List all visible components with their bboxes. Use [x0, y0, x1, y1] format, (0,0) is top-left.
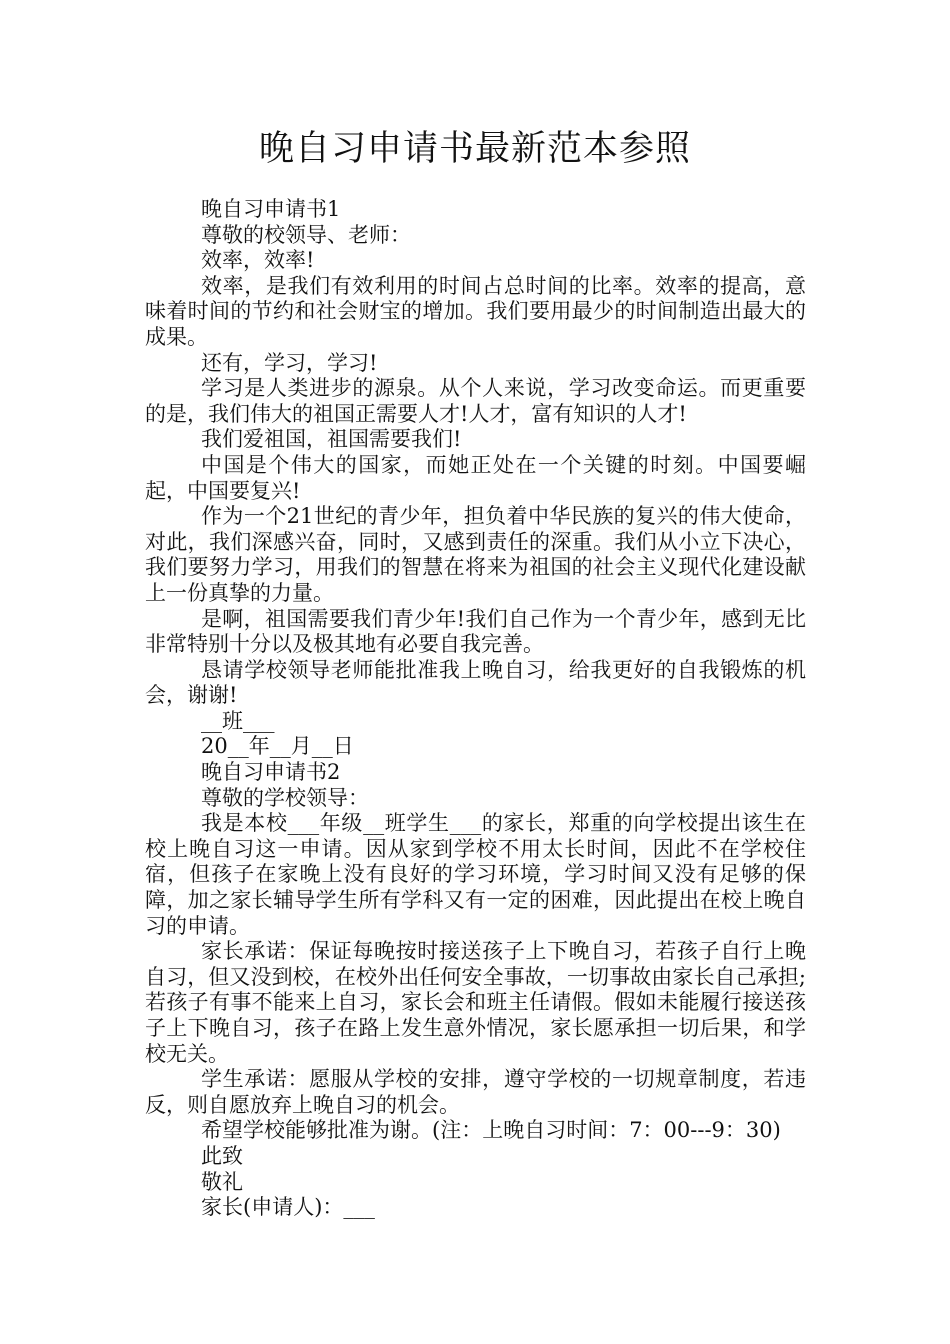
date-line: 20__年__月__日 [201, 734, 354, 759]
paragraph: 学生承诺：愿服从学校的安排，遵守学校的一切规章制度，若违反，则自愿放弃上晚自习的机会。 [145, 1067, 806, 1117]
salutation-1: 尊敬的校领导、老师： [201, 222, 411, 247]
heading-application-1: 晚自习申请书1 [201, 197, 341, 221]
paragraph: 我们爱祖国，祖国需要我们! [201, 427, 462, 452]
closing-line: 此致 [201, 1143, 243, 1168]
paragraph: 效率，是我们有效利用的时间占总时间的比率。效率的提高，意味着时间的节约和社会财宝的增加。我们要用最少的时间制造出最大的成果。 [145, 273, 806, 349]
paragraph: 作为一个21世纪的青少年，担负着中华民族的复兴的伟大使命，对此，我们深感兴奋，同时，又感到责任的深重。我们从小立下决心，我们要努力学习，用我们的智慧在将来为祖国的社会主义现代化建设献上一份真挚的力量。 [145, 504, 806, 605]
paragraph: 学习是人类进步的源泉。从个人来说，学习改变命运。而更重要的是，我们伟大的祖国正需要人才!人才，富有知识的人才! [145, 376, 806, 426]
paragraph: 效率，效率! [201, 248, 315, 273]
closing-line: 敬礼 [201, 1169, 243, 1194]
paragraph: 还有，学习，学习! [201, 350, 378, 375]
class-signature-line: __班___ [201, 708, 275, 733]
paragraph: 我是本校___年级__班学生___的家长，郑重的向学校提出该生在校上晚自习这一申请。因从家到学校不用太长时间，因此不在学校住宿，但孩子在家晚上没有良好的学习环境，学习时间又没有足够的保障，加之家长辅导学生所有学科又有一定的困难，因此提出在校上晚自习的申请。 [145, 811, 806, 938]
paragraph: 家长承诺：保证每晚按时接送孩子上下晚自习，若孩子自行上晚自习，但又没到校，在校外出任何安全事故，一切事故由家长自己承担;若孩子有事不能来上自习，家长会和班主任请假。假如未能履行接送孩子上下晚自习，孩子在路上发生意外情况，家长愿承担一切后果，和学校无关。 [145, 939, 806, 1066]
heading-application-2: 晚自习申请书2 [201, 760, 341, 785]
document-title: 晚自习申请书最新范本参照 [258, 129, 691, 169]
salutation-2: 尊敬的学校领导： [201, 785, 369, 810]
paragraph: 中国是个伟大的国家，而她正处在一个关键的时刻。中国要崛起，中国要复兴! [145, 452, 806, 503]
applicant-signature-line: 家长(申请人)：___ [201, 1195, 375, 1220]
paragraph: 希望学校能够批准为谢。(注：上晚自习时间：7：00---9：30) [201, 1118, 781, 1143]
paragraph: 恳请学校领导老师能批准我上晚自习，给我更好的自我锻炼的机会，谢谢! [145, 657, 806, 708]
document-body [145, 197, 806, 1221]
paragraph: 是啊，祖国需要我们青少年!我们自己作为一个青少年，感到无比非常特别十分以及极其地有必要自我完善。 [145, 606, 806, 657]
